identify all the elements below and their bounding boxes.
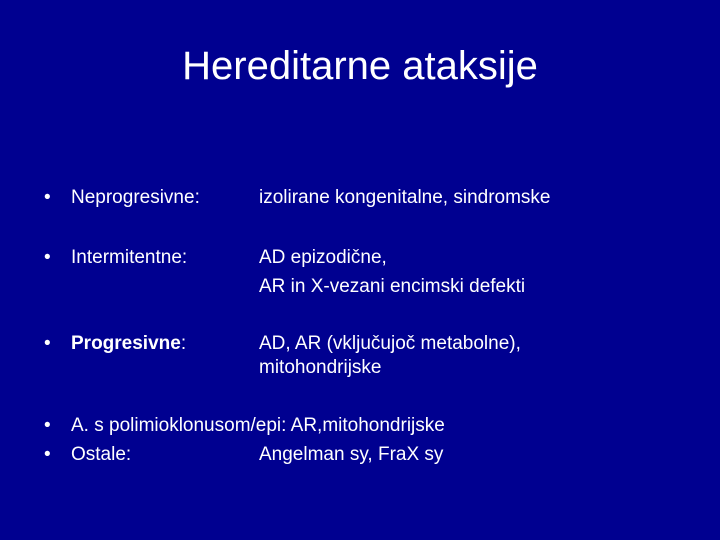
bullet-icon: • — [44, 333, 51, 354]
item-label-suffix: : — [180, 333, 187, 354]
item-value: Angelman sy, FraX sy — [259, 444, 444, 465]
item-value-continuation: mitohondrijske — [259, 357, 382, 378]
bullet-icon: • — [44, 247, 51, 268]
bullet-icon: • — [44, 187, 51, 208]
bullet-icon: • — [44, 444, 51, 465]
bullet-icon: • — [44, 415, 51, 436]
item-label: Intermitentne: — [71, 247, 188, 268]
item-value: AD, AR (vključujoč metabolne), — [259, 333, 521, 354]
item-text: A. s polimioklonusom/epi: AR,mitohondrijske — [71, 415, 445, 436]
item-value-continuation: AR in X-vezani encimski defekti — [259, 276, 526, 297]
item-value: izolirane kongenitalne, sindromske — [259, 187, 551, 208]
item-label — [71, 331, 186, 356]
item-value: AD epizodične, — [259, 247, 387, 268]
slide-title: Hereditarne ataksije — [182, 44, 538, 88]
item-label: Neprogresivne: — [71, 187, 200, 208]
item-label: Ostale: — [71, 444, 132, 465]
item-label-bold: Progresivne — [71, 333, 181, 354]
